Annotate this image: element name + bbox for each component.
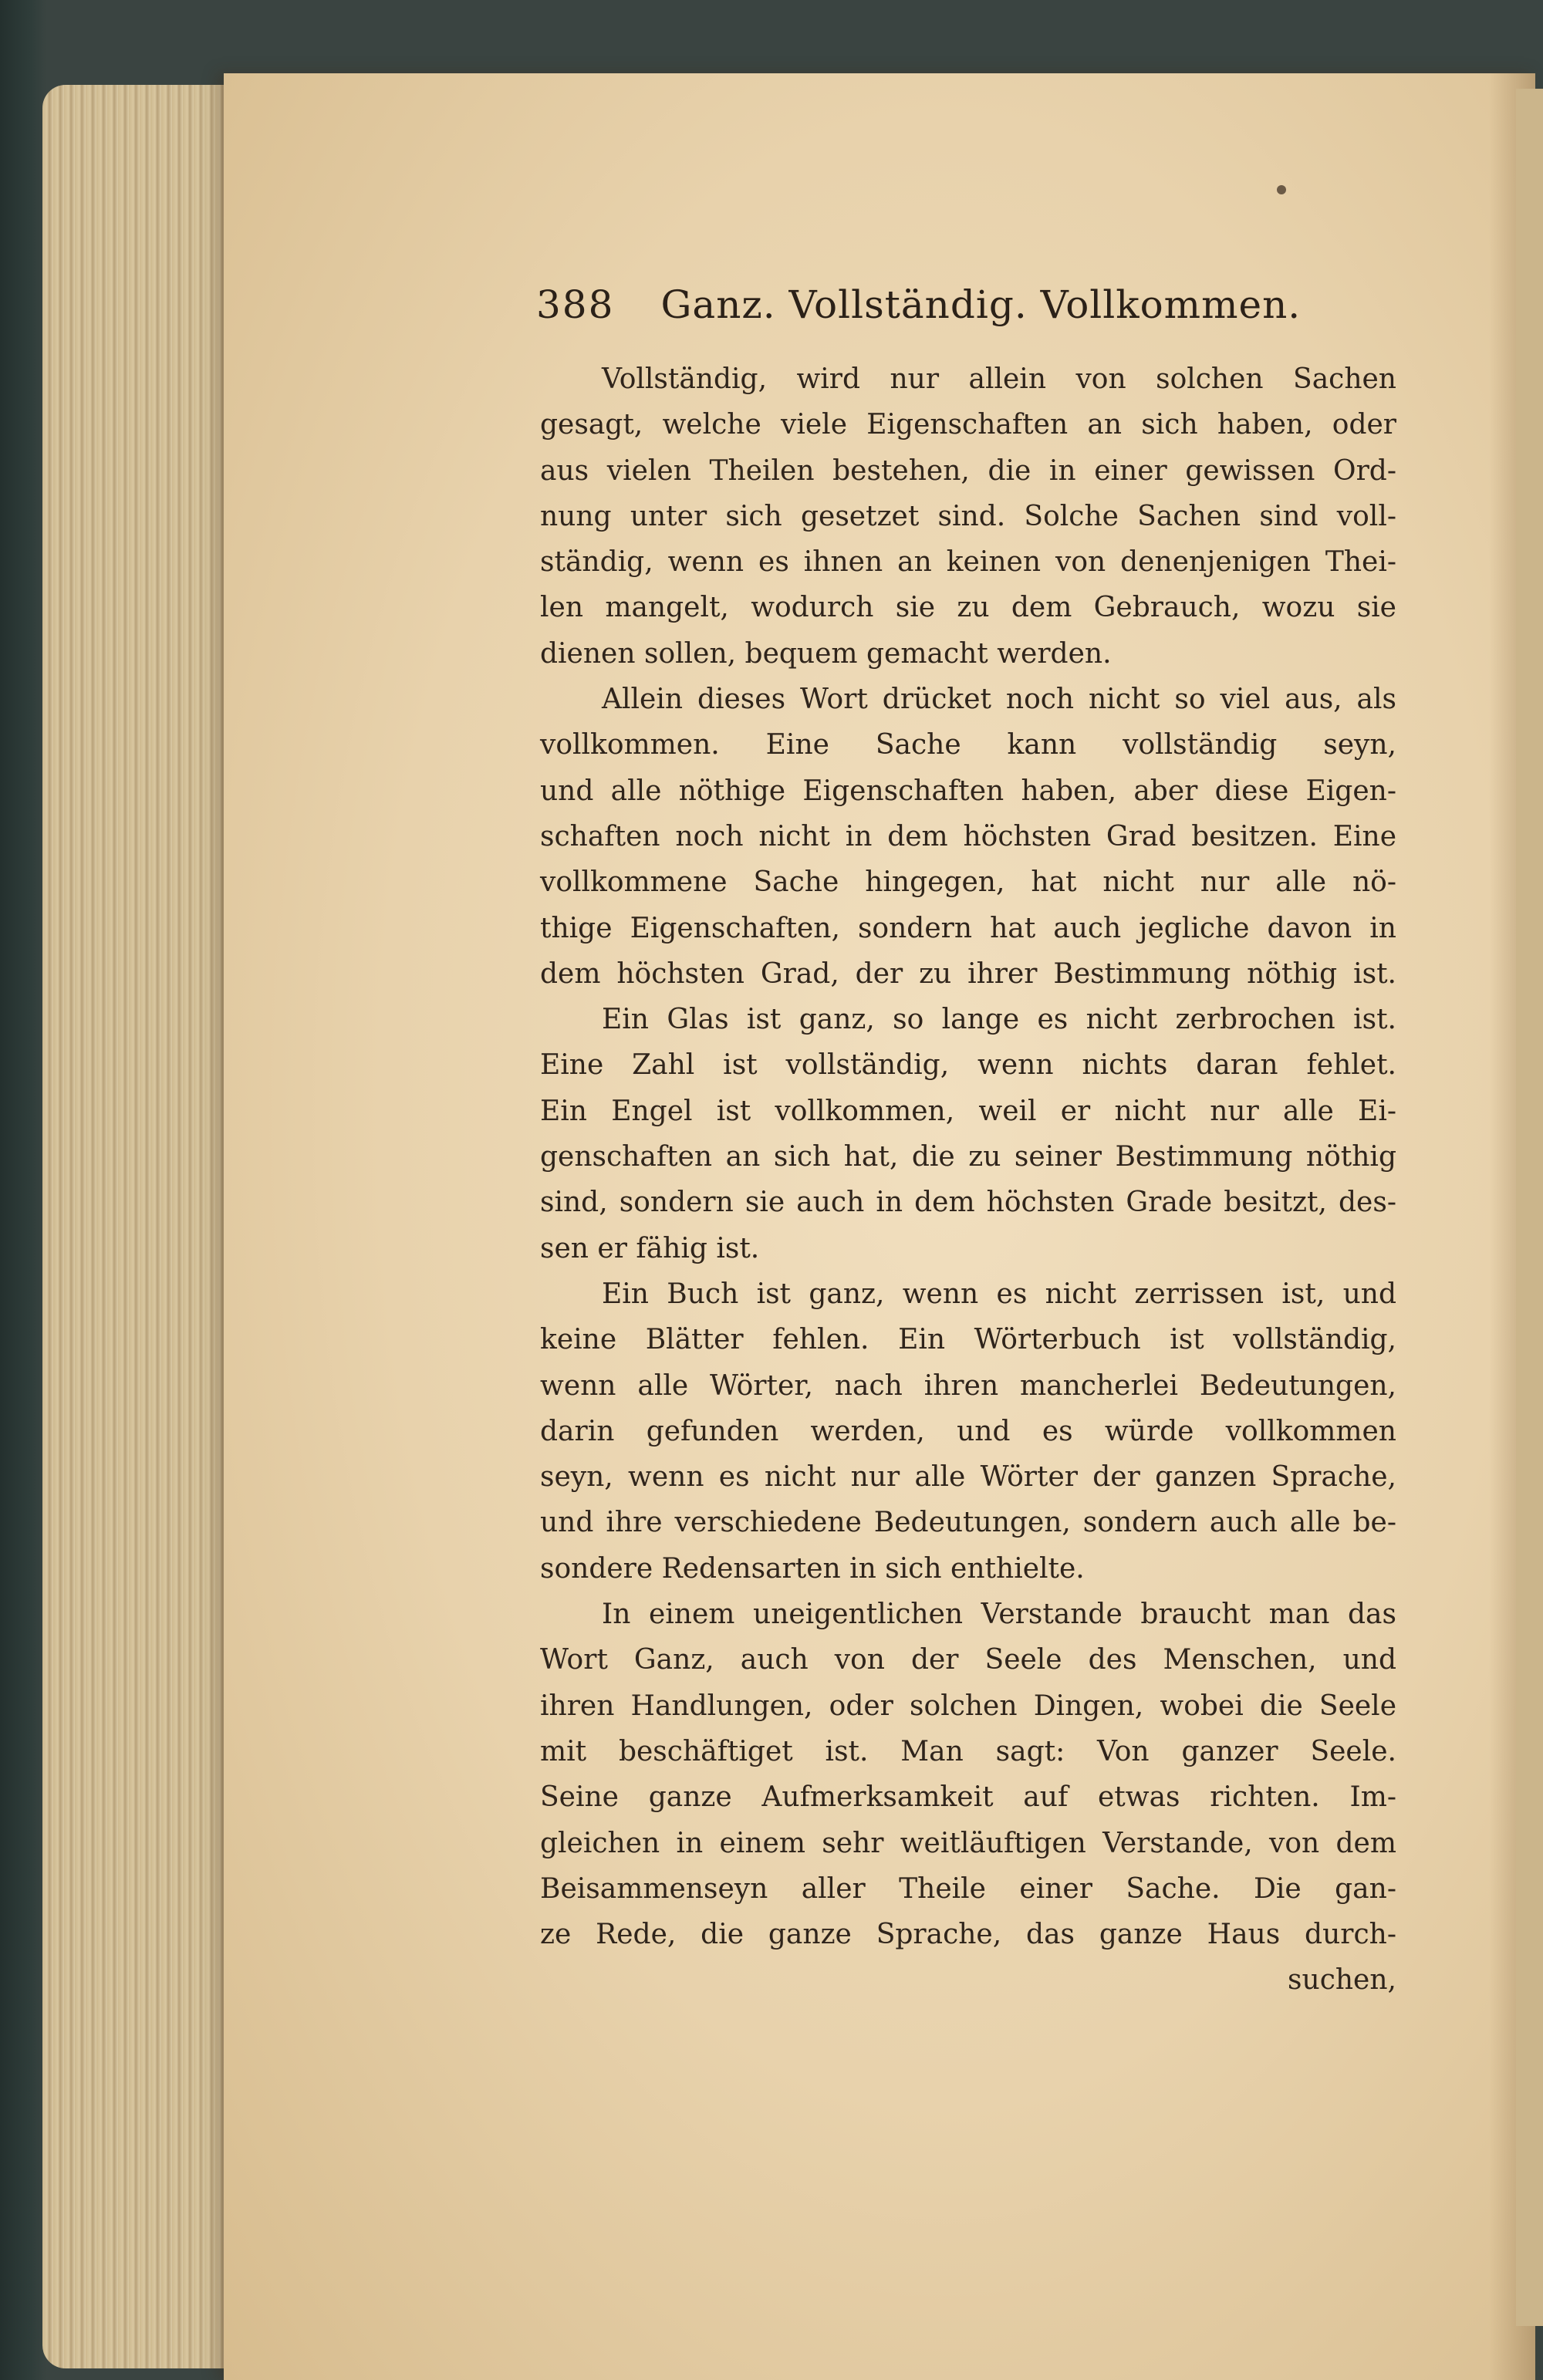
text-line: genschaften an sich hat, die zu seiner Bestimmung nöthig <box>540 1141 1396 1173</box>
text-line: wenn alle Wörter, nach ihren mancherlei Bedeutungen, <box>540 1369 1396 1402</box>
text-line: Seine ganze Aufmerksamkeit auf etwas richten. Im- <box>540 1781 1396 1814</box>
text-line: und alle nöthige Eigenschaften haben, aber diese Eigen- <box>540 775 1396 807</box>
text-line: darin gefunden werden, und es würde vollkommen <box>540 1415 1396 1447</box>
running-title: Ganz. Vollständig. Vollkommen. <box>660 282 1302 327</box>
text-line: ständig, wenn es ihnen an keinen von denenjenigen Thei- <box>540 546 1396 579</box>
ink-spot <box>1277 185 1286 194</box>
body-text <box>540 356 1396 2004</box>
text-line: ihren Handlungen, oder solchen Dingen, wobei die Seele <box>540 1690 1396 1722</box>
text-line: seyn, wenn es nicht nur alle Wörter der ganzen Sprache, <box>540 1461 1396 1494</box>
page-header <box>536 278 1408 332</box>
page-number: 388 <box>536 282 615 327</box>
text-line: sind, sondern sie auch in dem höchsten Grade besitzt, des- <box>540 1187 1396 1219</box>
text-line: Ein Buch ist ganz, wenn es nicht zerrissen ist, und <box>602 1278 1396 1310</box>
text-line: Eine Zahl ist vollständig, wenn nichts daran fehlet. <box>540 1049 1396 1082</box>
text-line: sondere Redensarten in sich enthielte. <box>540 1552 1085 1585</box>
text-line: Ein Engel ist vollkommen, weil er nicht nur alle Ei- <box>540 1095 1396 1127</box>
text-line: Vollständig, wird nur allein von solchen Sachen <box>602 363 1396 395</box>
text-line: Ein Glas ist ganz, so lange es nicht zerbrochen ist. <box>602 1004 1396 1036</box>
text-line: gleichen in einem sehr weitläuftigen Verstande, von dem <box>540 1827 1396 1859</box>
text-line: dienen sollen, bequem gemacht werden. <box>540 637 1112 670</box>
text-line: nung unter sich gesetzet sind. Solche Sachen sind voll- <box>540 500 1396 532</box>
text-line: sen er fähig ist. <box>540 1232 760 1264</box>
text-line: aus vielen Theilen bestehen, die in einer gewissen Ord- <box>540 454 1396 487</box>
text-line: ze Rede, die ganze Sprache, das ganze Haus durch- <box>540 1919 1396 1951</box>
text-line: thige Eigenschaften, sondern hat auch jegliche davon in <box>540 912 1396 944</box>
next-page-edge <box>1516 89 1543 2326</box>
text-line: In einem uneigentlichen Verstande braucht man das <box>602 1598 1396 1631</box>
text-line: keine Blätter fehlen. Ein Wörterbuch ist vollständig, <box>540 1324 1396 1356</box>
text-line: Beisammenseyn aller Theile einer Sache. Die gan- <box>540 1872 1396 1905</box>
text-line: schaften noch nicht in dem höchsten Grad besitzen. Eine <box>540 820 1396 852</box>
text-line: Allein dieses Wort drücket noch nicht so viel aus, als <box>602 684 1396 716</box>
catchword: suchen, <box>1288 1964 1396 1997</box>
text-line: mit beschäftiget ist. Man sagt: Von ganzer Seele. <box>540 1735 1396 1767</box>
text-line: dem höchsten Grad, der zu ihrer Bestimmung nöthig ist. <box>540 957 1396 990</box>
text-line: Wort Ganz, auch von der Seele des Menschen, und <box>540 1644 1396 1676</box>
text-line: len mangelt, wodurch sie zu dem Gebrauch, wozu sie <box>540 592 1396 624</box>
text-line: vollkommen. Eine Sache kann vollständig seyn, <box>540 729 1396 761</box>
text-line: vollkommene Sache hingegen, hat nicht nur alle nö- <box>540 866 1396 899</box>
text-line: und ihre verschiedene Bedeutungen, sondern auch alle be- <box>540 1507 1396 1539</box>
text-line: gesagt, welche viele Eigenschaften an sich haben, oder <box>540 409 1396 441</box>
